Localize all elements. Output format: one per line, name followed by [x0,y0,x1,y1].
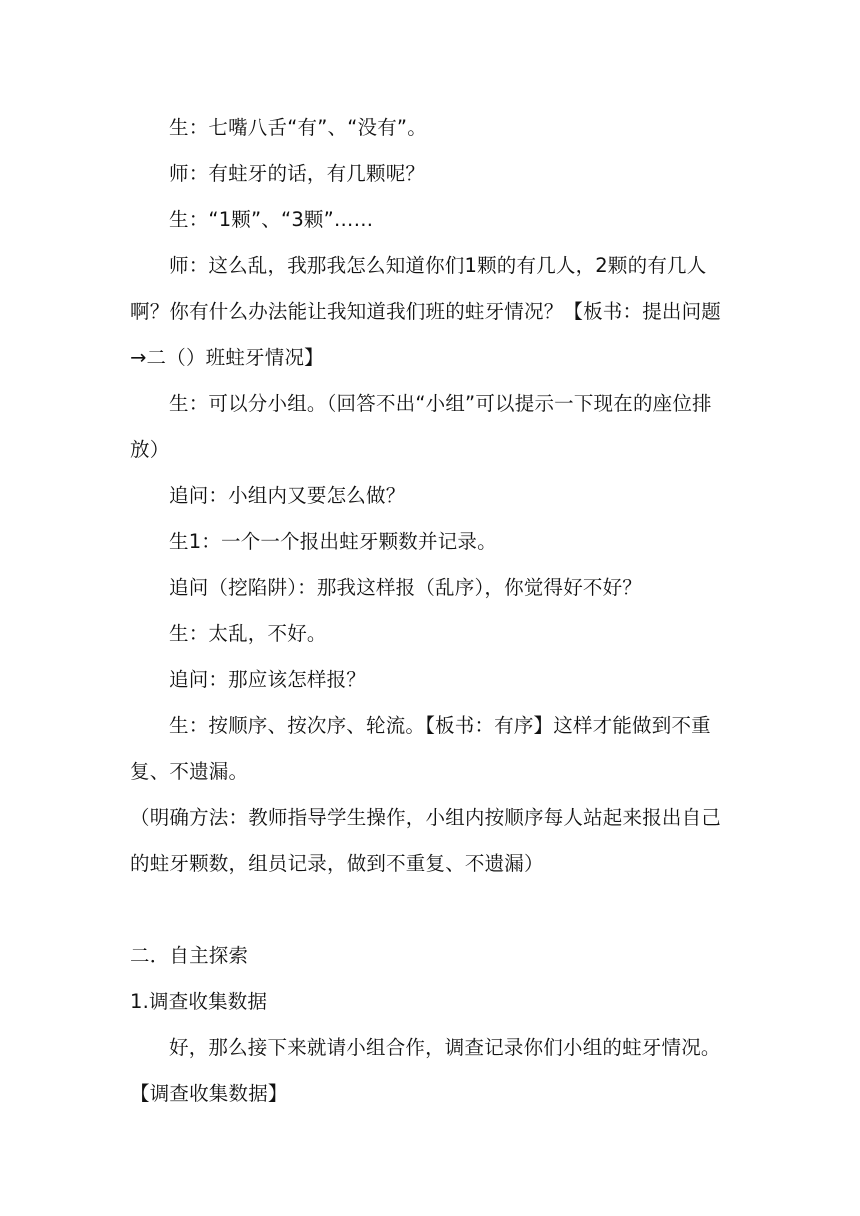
section-heading: 二．自主探索 [130,944,249,967]
paragraph: 生：“1颗”、“3颗”…… [169,208,374,231]
paragraph: 生1：一个一个报出蛀牙颗数并记录。 [169,530,497,553]
paragraph: （明确方法：教师指导学生操作，小组内按顺序每人站起来报出自己的蛀牙颗数，组员记录，做到不重复、不遗漏） [130,806,722,875]
paragraph: 追问（挖陷阱）：那我这样报（乱序），你觉得好不好？ [169,576,643,599]
paragraph: 生：按顺序、按次序、轮流。【板书：有序】这样才能做到不重复、不遗漏。 [130,714,711,783]
subsection-heading: 1.调查收集数据 [130,990,268,1013]
paragraph: 师：这么乱，我那我怎么知道你们1颗的有几人，2颗的有几人啊？你有什么办法能让我知道我们班的蛀牙情况？【板书：提出问题→二（）班蛀牙情况】 [130,254,722,369]
document-page [130,105,732,1117]
paragraph: 生：太乱，不好。 [169,622,327,645]
paragraph: 追问：小组内又要怎么做？ [169,484,406,507]
paragraph: 生：七嘴八舌“有”、“没有”。 [169,116,427,139]
paragraph: 师：有蛀牙的话，有几颗呢？ [169,162,426,185]
paragraph: 追问：那应该怎样报？ [169,668,367,691]
paragraph: 好，那么接下来就请小组合作，调查记录你们小组的蛀牙情况。【调查收集数据】 [130,1036,721,1105]
blank-line [130,887,732,933]
paragraph: 生：可以分小组。（回答不出“小组”可以提示一下现在的座位排放） [130,392,712,461]
